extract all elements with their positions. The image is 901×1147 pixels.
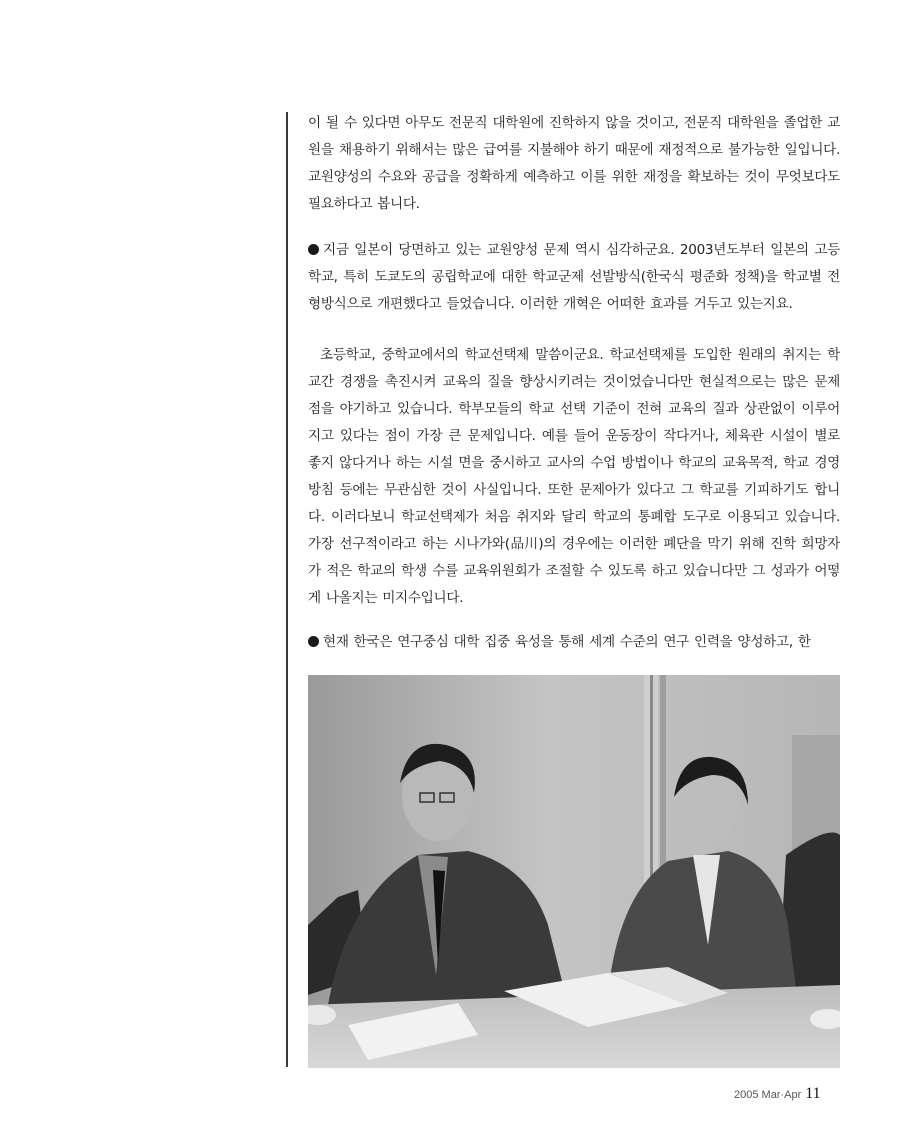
page-footer (734, 1085, 821, 1103)
article-paragraph-1 (308, 110, 840, 218)
interview-photo (308, 675, 840, 1068)
question-paragraph-2 (308, 629, 840, 656)
question-text: 현재 한국은 연구중심 대학 집중 육성을 통해 세계 수준의 연구 인력을 양성하고, 한 (323, 634, 811, 650)
question-paragraph-1 (308, 237, 840, 318)
paragraph-text: 이 될 수 있다면 아무도 전문직 대학원에 진학하지 않을 것이고, 전문직 대학원을 졸업한 교원을 채용하기 위해서는 많은 급여를 지불해야 하기 때문에 재정적으로 불가능한 일입니다. 교원양성의 수요와 공급을 정확하게 예측하고 이를 위한 재정을 확보하는 것이 무엇보다도 필요하다고 봅니다. (308, 115, 840, 212)
page-number: 11 (805, 1085, 821, 1102)
margin-rule (286, 112, 288, 1067)
question-text: 지금 일본이 당면하고 있는 교원양성 문제 역시 심각하군요. 2003년도부터 일본의 고등학교, 특히 도쿄도의 공립학교에 대한 학교군제 선발방식(한국식 평준화 정책)을 학교별 전형방식으로 개편했다고 들었습니다. 이러한 개혁은 어떠한 효과를 거두고 있는지요. (308, 242, 840, 312)
question-bullet-icon (308, 244, 319, 255)
question-bullet-icon (308, 636, 319, 647)
issue-label: 2005 Mar·Apr (734, 1089, 802, 1101)
answer-paragraph-1 (308, 342, 840, 612)
answer-text: 초등학교, 중학교에서의 학교선택제 말씀이군요. 학교선택제를 도입한 원래의 취지는 학교간 경쟁을 촉진시켜 교육의 질을 향상시키려는 것이었습니다만 현실적으로는 많은 문제점을 야기하고 있습니다. 학부모들의 학교 선택 기준이 전혀 교육의 질과 상관없이 이루어지고 있다는 점이 가장 큰 문제입니다. 예를 들어 운동장이 작다거나, 체육관 시설이 별로 좋지 않다거나 하는 시설 면을 중시하고 교사의 수업 방법이나 학교의 교육목적, 학교 경영방침 등에는 무관심한 것이 사실입니다. 또한 문제아가 있다고 그 학교를 기피하기도 합니다. 이러다보니 학교선택제가 처음 취지와 달리 학교의 통폐합 도구로 이용되고 있습니다. 가장 선구적이라고 하는 시나가와(品川)의 경우에는 이러한 폐단을 막기 위해 진학 희망자가 적은 학교의 학생 수를 교육위원회가 조절할 수 있도록 하고 있습니다만 그 성과가 어떻게 나올지는 미지수입니다. (308, 347, 840, 606)
